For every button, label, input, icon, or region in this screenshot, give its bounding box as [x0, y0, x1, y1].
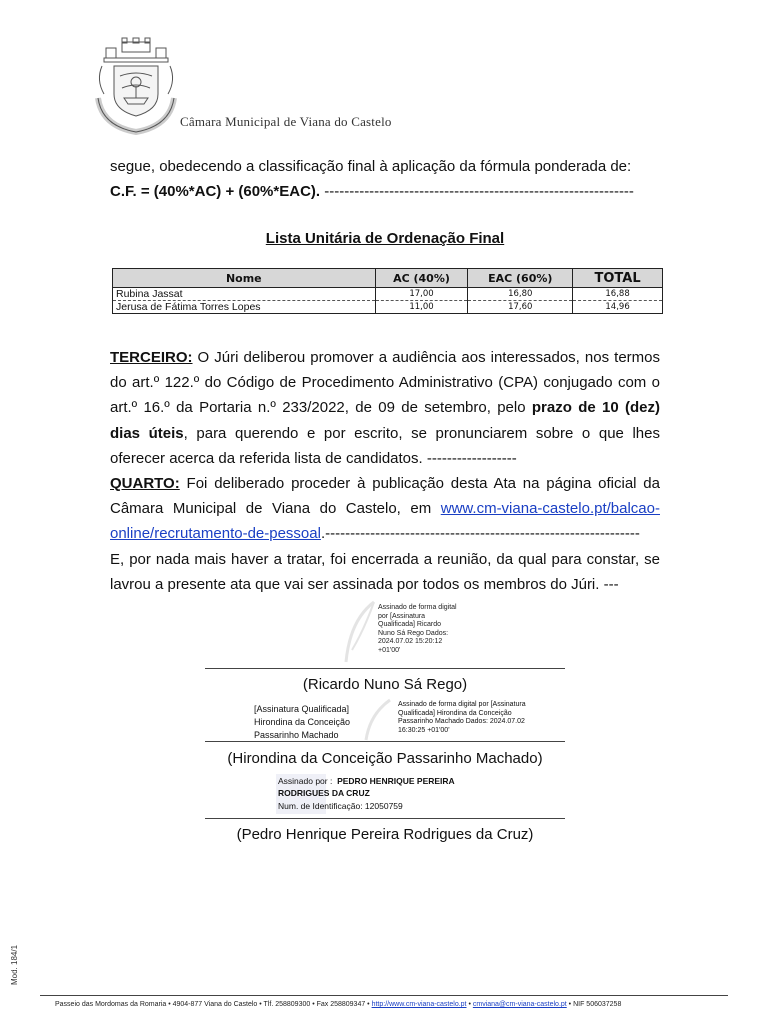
signature3-signer-a: PEDRO HENRIQUE PEREIRA: [337, 776, 455, 786]
closing-text: E, por nada mais haver a tratar, foi encerrada a reunião, da qual para constar, se lavrou a presente ata que vai ser assinada por todos os membros do Júri. ---: [110, 550, 660, 593]
footer-divider: [40, 995, 728, 996]
signature1-name: (Ricardo Nuno Sá Rego): [302, 676, 468, 693]
municipal-crest-logo: [92, 36, 180, 136]
signature2-line-c: Passarinho Machado: [254, 730, 339, 740]
header-nome: Nome: [113, 269, 376, 288]
signature3-line: [205, 818, 565, 819]
terceiro-label: TERCEIRO:: [110, 349, 193, 366]
terceiro-text-a: O Júri deliberou promover a audiência aos interessados, nos termos do art.º 122.º do Código de Procedimento Administrativo (CPA) conjugado com o art.º 16.º da Portaria n.º 233/2022, de 09 de setembro, pelo: [110, 349, 660, 417]
signature2-stamp: Assinado de forma digital por [Assinatura Qualificada] Hirondina da Conceição Passarinho Machado Dados: 2024.07.02 16:30:25 +01'00': [398, 701, 526, 735]
table-header-row: [113, 269, 663, 288]
ranking-table: [112, 268, 663, 314]
footer-separator: •: [466, 1001, 473, 1008]
footer-address: Passeio das Mordomas da Romaria • 4904-877 Viana do Castelo • Tlf. 258809300 • Fax 258809347 •: [55, 1001, 372, 1008]
signature2-line-a: [Assinatura Qualificada]: [254, 704, 350, 714]
total-score: 16,88: [573, 288, 663, 301]
table-row: [113, 301, 663, 314]
total-score: 14,96: [573, 301, 663, 314]
candidate-name: Rubina Jassat: [113, 288, 376, 301]
eac-score: 17,60: [468, 301, 573, 314]
intro-paragraph: [110, 154, 660, 204]
ac-score: 17,00: [375, 288, 468, 301]
signature1-stamp: Assinado de forma digital por [Assinatura Qualificada] Ricardo Nuno Sá Rego Dados: 2024.07.02 15:20:12 +01'00': [378, 604, 457, 654]
signature2-line-b: Hirondina da Conceição: [254, 717, 351, 727]
recruitment-link[interactable]: www.cm-viana-castelo.pt/balcao-online/recrutamento-de-pessoal: [110, 500, 660, 543]
signature3-signer-b: RODRIGUES DA CRUZ: [278, 788, 370, 799]
signature3-prefix: Assinado por :: [278, 776, 333, 786]
terceiro-text-b: , para querendo e por escrito, se pronunciarem sobre o que lhes oferecer acerca da referida lista de candidatos. ------------------: [110, 424, 660, 467]
organization-name: Câmara Municipal de Viana do Castelo: [180, 114, 392, 129]
signature-watermark-icon: [340, 600, 380, 666]
footer-website-link[interactable]: http://www.cm-viana-castelo.pt: [371, 1001, 467, 1008]
signature2-signer: [254, 703, 350, 742]
quarto-label: QUARTO:: [110, 475, 180, 493]
header-total: TOTAL: [573, 269, 663, 288]
ac-score: 11,00: [375, 301, 468, 314]
table-row: [113, 288, 663, 301]
form-model-code: Mod. 184/1: [10, 944, 19, 985]
intro-text: segue, obedecendo a classificação final à aplicação da fórmula ponderada de:: [110, 158, 632, 175]
footer-nif: • NIF 506037258: [566, 1001, 622, 1008]
formula-dashes: --------------------------------------------------------------: [320, 183, 634, 200]
list-title: Lista Unitária de Ordenação Final: [265, 230, 505, 247]
footer-email-link[interactable]: cmviana@cm-viana-castelo.pt: [472, 1001, 567, 1008]
signature1-line: [205, 668, 565, 669]
signature2-name: (Hirondina da Conceição Passarinho Machado): [227, 750, 543, 767]
signature3-name: (Pedro Henrique Pereira Rodrigues da Cruz): [236, 826, 534, 843]
footer: [55, 1001, 621, 1008]
quarto-text-b: .---------------------------------------------------------------: [320, 525, 640, 543]
formula: C.F. = (40%*AC) + (60%*EAC).: [110, 183, 321, 200]
header-ac: AC (40%): [375, 269, 468, 288]
signature3-id: Num. de Identificação: 12050759: [278, 800, 403, 811]
signature3-stamp: [278, 775, 455, 812]
quarto-text-a: Foi deliberado proceder à publicação desta Ata na página oficial da Câmara Municipal de Viana do Castelo, em: [110, 475, 660, 518]
signature2-line: [205, 741, 565, 742]
header-eac: EAC (60%): [468, 269, 573, 288]
signature-watermark-icon: [360, 698, 396, 742]
terceiro-deadline: prazo de 10 (dez) dias úteis: [110, 399, 660, 442]
eac-score: 16,80: [468, 288, 573, 301]
body-text: [110, 345, 660, 597]
candidate-name: Jerusa de Fátima Torres Lopes: [113, 301, 376, 314]
